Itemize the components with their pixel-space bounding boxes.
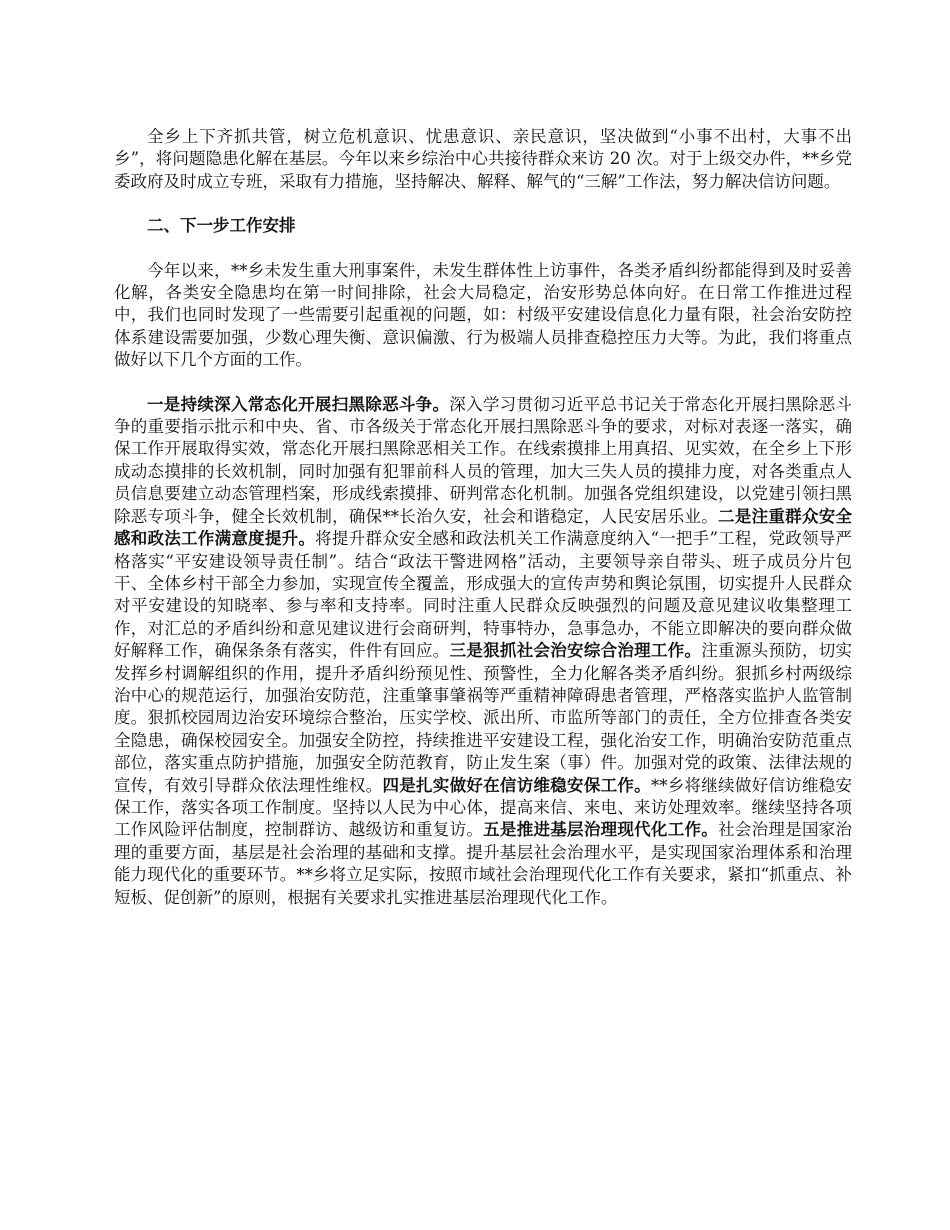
paragraph-petition-handling: 全乡上下齐抓共管，树立危机意识、忧患意识、亲民意识，坚决做到“小事不出村，大事不出乡”，将问题隐患化解在基层。今年以来乡综治中心共接待群众来访 20 次。对于上级交办件，**乡党委政府及时成立专班，采取有力措施，坚持解决、解释、解气的“三解”工作法，努力解决信访问题。 [114,127,852,191]
item-3-body: 注重源头预防，切实发挥乡村调解组织的作用，提升矛盾纠纷预见性、预警性，全力化解各类矛盾纠纷。狠抓乡村两级综治中心的规范运行，加强治安防范，注重肇事肇祸等严重精神障碍患者管理，严格落实监护人监管制度。狠抓校园周边治安环境综合整治，压实学校、派出所、市监所等部门的责任，全方位排查各类安全隐患，确保校园安全。加强安全防控，持续推进平安建设工程，强化治安工作，明确治安防范重点部位，落实重点防护措施，加强安全防范教育，防止发生案（事）件。加强对党的政策、法律法规的宣传，有效引导群众依法理性维权。 [114,641,853,795]
document-page [114,126,852,909]
item-4-title: 四是扎实做好在信访维稳安保工作。 [382,775,651,795]
item-5-body: 社会治理是国家治理的重要方面，基层是社会治理的基础和支撑。提升基层社会治理水平，是实现国家治理体系和治理能力现代化的重要环节。**乡将立足实际，按照市域社会治理现代化工作有关要求，紧扣“抓重点、补短板、促创新”的原则，根据有关要求扎实推进基层治理现代化工作。 [114,820,853,907]
item-3-title: 三是狠抓社会治安综合治理工作。 [449,641,702,661]
item-4-body: **乡将继续做好信访维稳安保工作，落实各项工作制度。坚持以人民为中心体，提高来信、来电、来访处理效率。继续坚持各项工作风险评估制度，控制群访、越级访和重复访。 [114,775,853,840]
section-heading-next-steps: 二、下一步工作安排 [147,216,296,236]
paragraph-overview: 今年以来，**乡未发生重大刑事案件，未发生群体性上访事件，各类矛盾纠纷都能得到及时妥善化解，各类安全隐患均在第一时间排除，社会大局稳定，治安形势总体向好。在日常工作推进过程中，我们也同时发现了一些需要引起重视的问题，如：村级平安建设信息化力量有限，社会治安防控体系建设需要加强，少数心理失衡、意识偏激、行为极端人员排查稳控压力大等。为此，我们将重点做好以下几个方面的工作。 [114,260,852,370]
item-1-body: 深入学习贯彻习近平总书记关于常态化开展扫黑除恶斗争的重要指示批示和中央、省、市各级关于常态化开展扫黑除恶斗争的要求，对标对表逐一落实，确保工作开展取得实效，常态化开展扫黑除恶相关工作。在线索摸排上用真招、见实效，在全乡上下形成动态摸排的长效机制，同时加强有犯罪前科人员的管理，加大三失人员的摸排力度，对各类重点人员信息要建立动态管理档案，形成线索摸排、研判常态化机制。加强各党组织建设，以党建引领扫黑除恶专项斗争，健全长效机制，确保**长治久安，社会和谐稳定，人民安居乐业。 [114,394,853,526]
paragraph-work-items [114,394,852,909]
item-5-title: 五是推进基层治理现代化工作。 [483,820,719,840]
item-2-title: 二是注重群众安全感和政法工作满意度提升。 [114,506,853,549]
item-2-body: 将提升群众安全感和政法机关工作满意度纳入“一把手”工程，党政领导严格落实“平安建设领导责任制”。结合“政法干警进网格”活动，主要领导亲自带头、班子成员分片包干、全体乡村干部全力参加，实现宣传全覆盖，形成强大的宣传声势和舆论氛围，切实提升人民群众对平安建设的知晓率、参与率和支持率。同时注重人民群众反映强烈的问题及意见建议收集整理工作，对汇总的矛盾纠纷和意见建议进行会商研判，特事特办，急事急办，不能立即解决的要向群众做好解释工作，确保条条有落实，件件有回应。 [114,529,852,661]
item-1-title: 一是持续深入常态化开展扫黑除恶斗争。 [147,394,450,414]
